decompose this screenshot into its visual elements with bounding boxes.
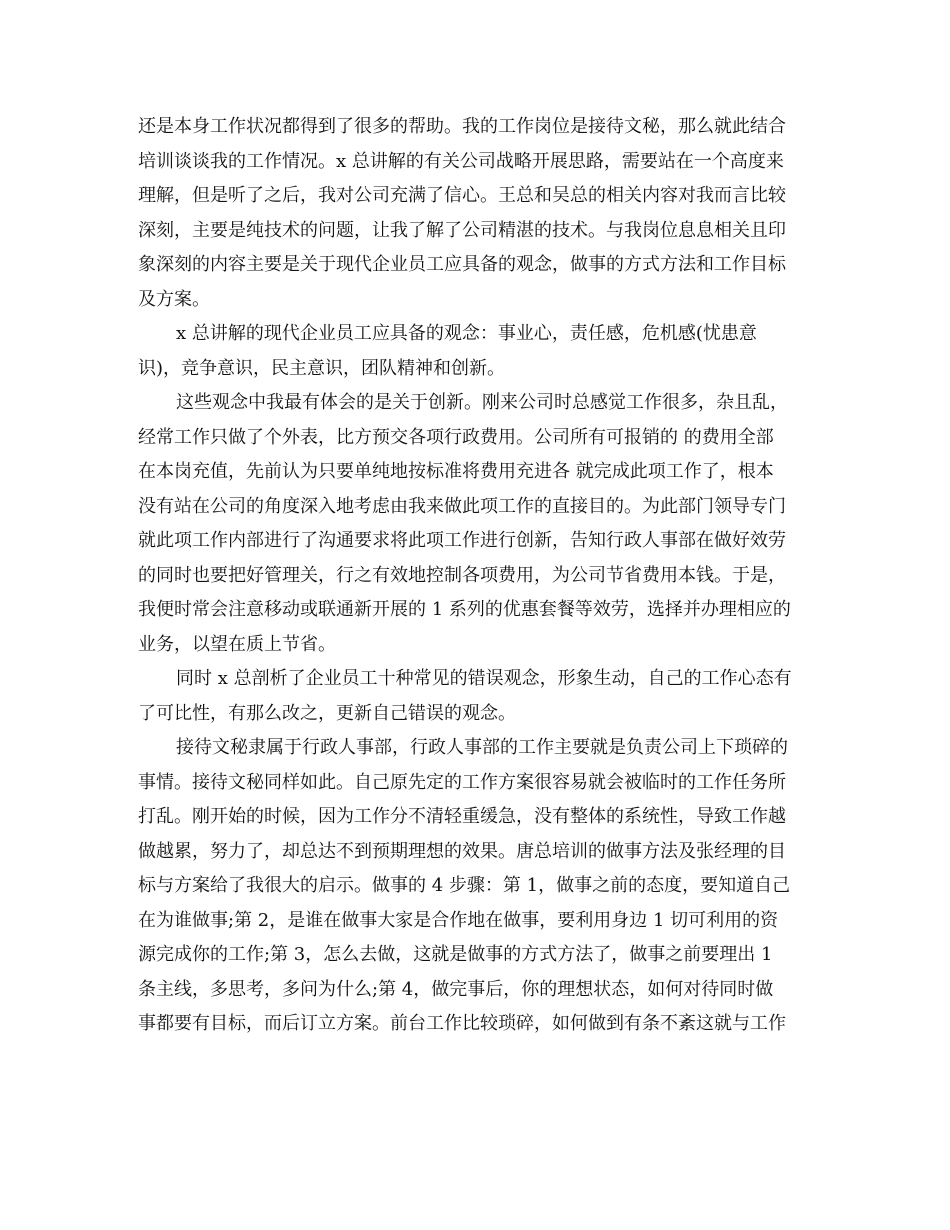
text-line: 及方案。: [138, 288, 210, 310]
text-line: 在本岗充值，先前认为只要单纯地按标准将费用充进各 就完成此项工作了，根本: [138, 461, 774, 482]
text-line: 业务，以望在质上节省。: [138, 633, 336, 655]
paragraph-4: [138, 662, 818, 731]
text-line: 事都要有目标，而后订立方案。前台工作比较琐碎，如何做到有条不紊这就与工作: [138, 1013, 786, 1034]
text-line: 识)，竞争意识，民主意识，团队精神和创新。: [138, 357, 506, 379]
text-line: 做越累，努力了，却总达不到预期理想的效果。唐总培训的做事方法及张经理的目: [138, 840, 786, 862]
text-line: 经常工作只做了个外表，比方预交各项行政费用。公司所有可报销的 的费用全部: [138, 426, 774, 448]
text-line: 事情。接待文秘同样如此。自己原先定的工作方案很容易就会被临时的工作任务所: [138, 771, 786, 793]
paragraph-1: [138, 110, 818, 317]
text-line: 没有站在公司的角度深入地考虑由我来做此项工作的直接目的。为此部门领导专门: [138, 495, 786, 517]
text-line: 还是本身工作状况都得到了很多的帮助。我的工作岗位是接待文秘，那么就此结合: [138, 116, 786, 137]
text-line: 源完成你的工作;第 3，怎么去做，这就是做事的方式方法了，做事之前要理出 1: [138, 944, 773, 965]
text-line: 同时 x 总剖析了企业员工十种常见的错误观念，形象生动，自己的工作心态有: [176, 668, 792, 689]
text-line: 深刻，主要是纯技术的问题，让我了解了公司精湛的技术。与我岗位息息相关且印: [138, 219, 786, 241]
text-line: 培训谈谈我的工作情况。x 总讲解的有关公司战略开展思路，需要站在一个高度来: [138, 150, 784, 172]
text-line: 了可比性，有那么改之，更新自己错误的观念。: [138, 702, 516, 724]
paragraph-2: [138, 317, 818, 386]
text-line: 的同时也要把好管理关，行之有效地控制各项费用，为公司节省费用本钱。于是，: [138, 564, 786, 586]
text-line: 象深刻的内容主要是关于现代企业员工应具备的观念，做事的方式方法和工作目标: [138, 254, 786, 275]
paragraph-5: [138, 731, 818, 1042]
text-line: 条主线，多思考，多问为什么;第 4，做完事后，你的理想状态，如何对待同时做: [138, 978, 774, 1000]
text-line: 这些观念中我最有体会的是关于创新。刚来公司时总感觉工作很多，杂且乱，: [176, 392, 788, 413]
document-page: [138, 110, 818, 1042]
text-line: 我便时常会注意移动或联通新开展的 1 系列的优惠套餐等效劳，选择并办理相应的: [138, 599, 791, 620]
text-line: 打乱。刚开始的时候，因为工作分不清轻重缓急，没有整体的系统性，导致工作越: [138, 806, 786, 827]
text-line: 接待文秘隶属于行政人事部，行政人事部的工作主要就是负责公司上下琐碎的: [176, 737, 788, 758]
text-line: 就此项工作内部进行了沟通要求将此项工作进行创新，告知行政人事部在做好效劳: [138, 530, 786, 551]
text-line: x 总讲解的现代企业员工应具备的观念：事业心，责任感，危机感(忧患意: [176, 323, 757, 344]
text-line: 理解，但是听了之后，我对公司充满了信心。王总和吴总的相关内容对我而言比较: [138, 185, 786, 206]
text-line: 标与方案给了我很大的启示。做事的 4 步骤：第 1，做事之前的态度，要知道自己: [138, 875, 791, 896]
paragraph-3: [138, 386, 818, 662]
text-line: 在为谁做事;第 2，是谁在做事大家是合作地在做事，要利用身边 1 切可利用的资: [138, 909, 779, 931]
